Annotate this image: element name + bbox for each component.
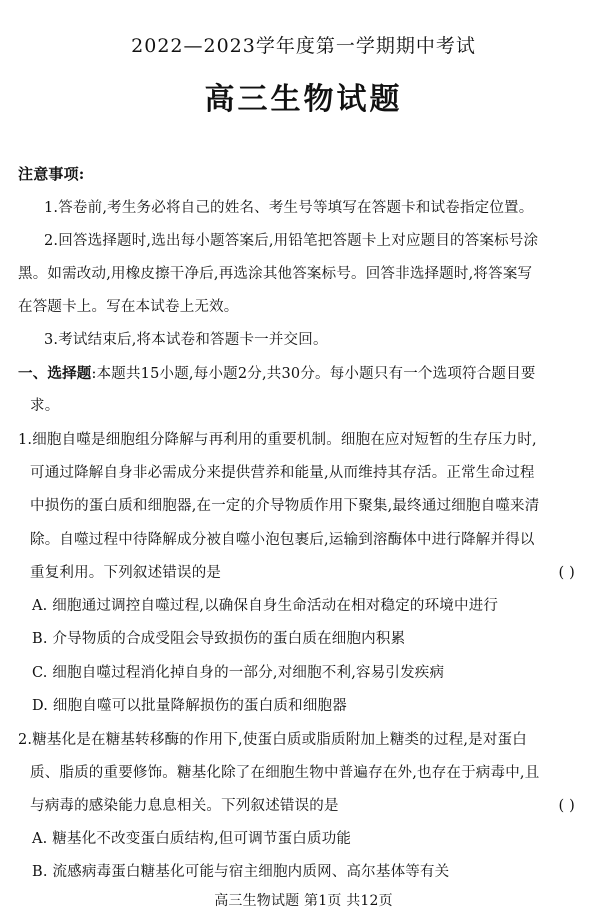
q2-option-b: B. 流感病毒蛋白糖基化可能与宿主细胞内质网、高尔基体等有关 <box>32 864 450 880</box>
section1-label: 一、选择题 <box>18 365 92 382</box>
q2-answer-blank: ( ) <box>558 798 575 814</box>
q1-stem-line-4: 除。自噬过程中待降解成分被自噬小泡包裹后,运输到溶酶体中进行降解并得以 <box>30 532 535 548</box>
q1-stem-text: 重复利用。下列叙述错误的是 <box>30 565 222 581</box>
q2-stem-line-3 <box>0 796 607 816</box>
section1-intro-text: :本题共15小题,每小题2分,共30分。每小题只有一个选项符合题目要 <box>91 366 536 382</box>
q1-option-d: D. 细胞自噬可以批量降解损伤的蛋白质和细胞器 <box>32 698 347 714</box>
notice-heading: 注意事项: <box>18 165 85 183</box>
notice-item-2-line-2: 黑。如需改动,用橡皮擦干净后,再选涂其他答案标号。回答非选择题时,将答案写 <box>18 266 533 282</box>
notice-item-2-line-3: 在答题卡上。写在本试卷上无效。 <box>18 299 239 315</box>
q1-answer-blank: ( ) <box>558 565 575 581</box>
section1-intro-line-1 <box>0 364 607 384</box>
q2-stem-line-1: 2.糖基化是在糖基转移酶的作用下,使蛋白质或脂质附加上糖类的过程,是对蛋白 <box>18 732 527 748</box>
q2-stem-text: 与病毒的感染能力息息相关。下列叙述错误的是 <box>30 798 339 814</box>
q1-stem-line-1: 1.细胞自噬是细胞组分降解与再利用的重要机制。细胞在应对短暂的生存压力时, <box>18 432 537 448</box>
notice-item-1: 1.答卷前,考生务必将自己的姓名、考生号等填写在答题卡和试卷指定位置。 <box>44 200 534 216</box>
q2-stem-line-2: 质、脂质的重要修饰。糖基化除了在细胞生物中普遍存在外,也存在于病毒中,且 <box>30 765 540 781</box>
q1-option-c: C. 细胞自噬过程消化掉自身的一部分,对细胞不利,容易引发疾病 <box>32 665 445 681</box>
exam-title: 2022—2023学年度第一学期期中考试 <box>131 35 476 57</box>
subject-title: 高三生物试题 <box>204 82 403 117</box>
page-footer: 高三生物试题 第1页 共12页 <box>214 893 393 909</box>
notice-item-3: 3.考试结束后,将本试卷和答题卡一并交回。 <box>44 332 328 348</box>
q1-option-a: A. 细胞通过调控自噬过程,以确保自身生命活动在相对稳定的环境中进行 <box>32 598 499 614</box>
q1-option-b: B. 介导物质的合成受阻会导致损伤的蛋白质在细胞内积累 <box>32 631 406 647</box>
q1-stem-line-3: 中损伤的蛋白质和细胞器,在一定的介导物质作用下聚集,最终通过细胞自噬来清 <box>30 498 540 514</box>
q1-stem-line-2: 可通过降解自身非必需成分来提供营养和能量,从而维持其存活。正常生命过程 <box>30 465 535 481</box>
section1-intro-line-2: 求。 <box>30 398 60 414</box>
notice-item-2-line-1: 2.回答选择题时,选出每小题答案后,用铅笔把答题卡上对应题目的答案标号涂 <box>44 233 539 249</box>
q2-option-a: A. 糖基化不改变蛋白质结构,但可调节蛋白质功能 <box>32 831 352 847</box>
q1-stem-line-5 <box>0 563 607 583</box>
